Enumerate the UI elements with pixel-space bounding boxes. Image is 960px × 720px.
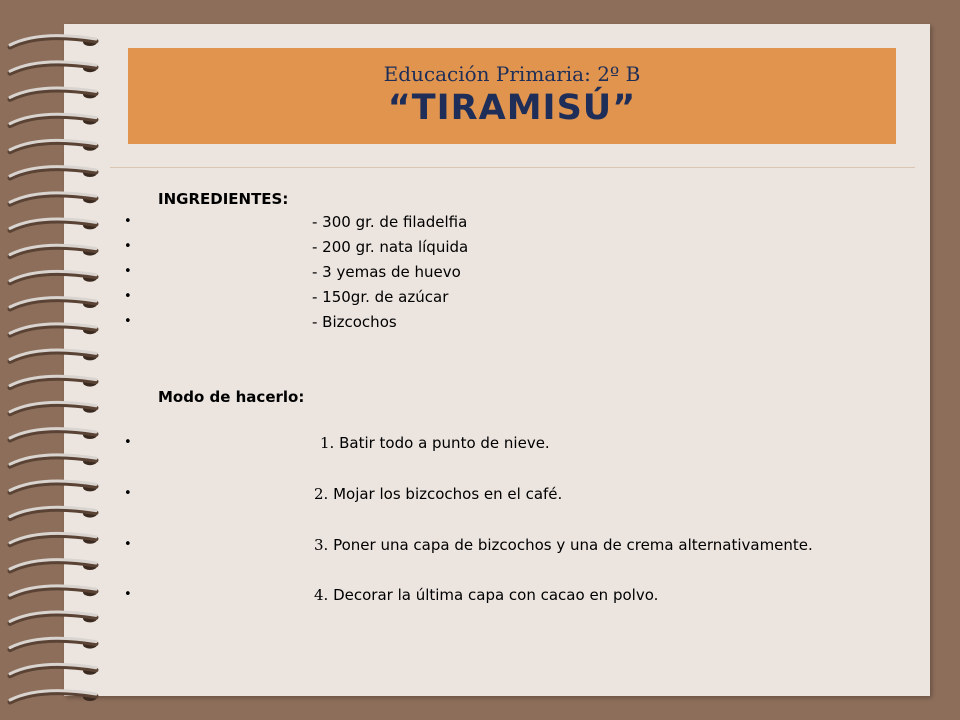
binding-ring (10, 219, 97, 230)
method-step (320, 434, 550, 452)
ingredient-item: - 150gr. de azúcar (312, 288, 449, 306)
binding-ring (10, 664, 97, 675)
bullet-icon: • (124, 264, 132, 279)
bullet-icon: • (124, 587, 132, 602)
bullet-icon: • (124, 537, 132, 552)
binding-ring (10, 429, 97, 440)
method-step (314, 485, 562, 503)
step-number: 4. (314, 586, 329, 604)
method-step (314, 586, 658, 604)
spiral-binding-icon (0, 0, 130, 720)
header-banner (128, 48, 896, 144)
binding-ring (10, 36, 97, 47)
binding-ring (10, 507, 97, 518)
bullet-icon: • (124, 486, 132, 501)
binding-ring (10, 88, 97, 99)
binding-ring (10, 140, 97, 151)
binding-ring (10, 167, 97, 178)
bullet-icon: • (124, 239, 132, 254)
binding-ring (10, 62, 97, 73)
binding-ring (10, 350, 97, 361)
binding-ring (10, 402, 97, 413)
binding-ring (10, 376, 97, 387)
bullet-icon: • (124, 314, 132, 329)
step-number: 2. (314, 485, 329, 503)
step-number: 3. (314, 536, 329, 554)
ingredient-item: - 200 gr. nata líquida (312, 238, 469, 256)
bullet-icon: • (124, 435, 132, 450)
course-subtitle: Educación Primaria: 2º B (383, 62, 641, 86)
binding-ring (10, 586, 97, 597)
step-text: Poner una capa de bizcochos y una de crema alternativamente. (328, 536, 813, 554)
ingredient-item: - 3 yemas de huevo (312, 263, 461, 281)
binding-ring (10, 612, 97, 623)
binding-ring (10, 533, 97, 544)
method-step (314, 536, 813, 554)
step-text: Batir todo a punto de nieve. (334, 434, 550, 452)
ingredient-item: - Bizcochos (312, 313, 397, 331)
step-text: Mojar los bizcochos en el café. (328, 485, 563, 503)
ingredients-heading: INGREDIENTES: (158, 190, 289, 208)
binding-ring (10, 638, 97, 649)
bullet-icon: • (124, 289, 132, 304)
binding-ring (10, 245, 97, 256)
ingredient-item: - 300 gr. de filadelfia (312, 213, 468, 231)
bullet-icon: • (124, 214, 132, 229)
recipe-title: “TIRAMISÚ” (387, 88, 637, 128)
binding-ring (10, 114, 97, 125)
binding-ring (10, 481, 97, 492)
binding-ring (10, 324, 97, 335)
binding-ring (10, 271, 97, 282)
divider (110, 167, 915, 168)
binding-ring (10, 691, 97, 702)
step-number: 1. (320, 434, 335, 452)
step-text: Decorar la última capa con cacao en polvo. (328, 586, 659, 604)
method-heading: Modo de hacerlo: (158, 388, 305, 406)
binding-ring (10, 560, 97, 571)
binding-ring (10, 193, 97, 204)
binding-ring (10, 298, 97, 309)
binding-ring (10, 455, 97, 466)
